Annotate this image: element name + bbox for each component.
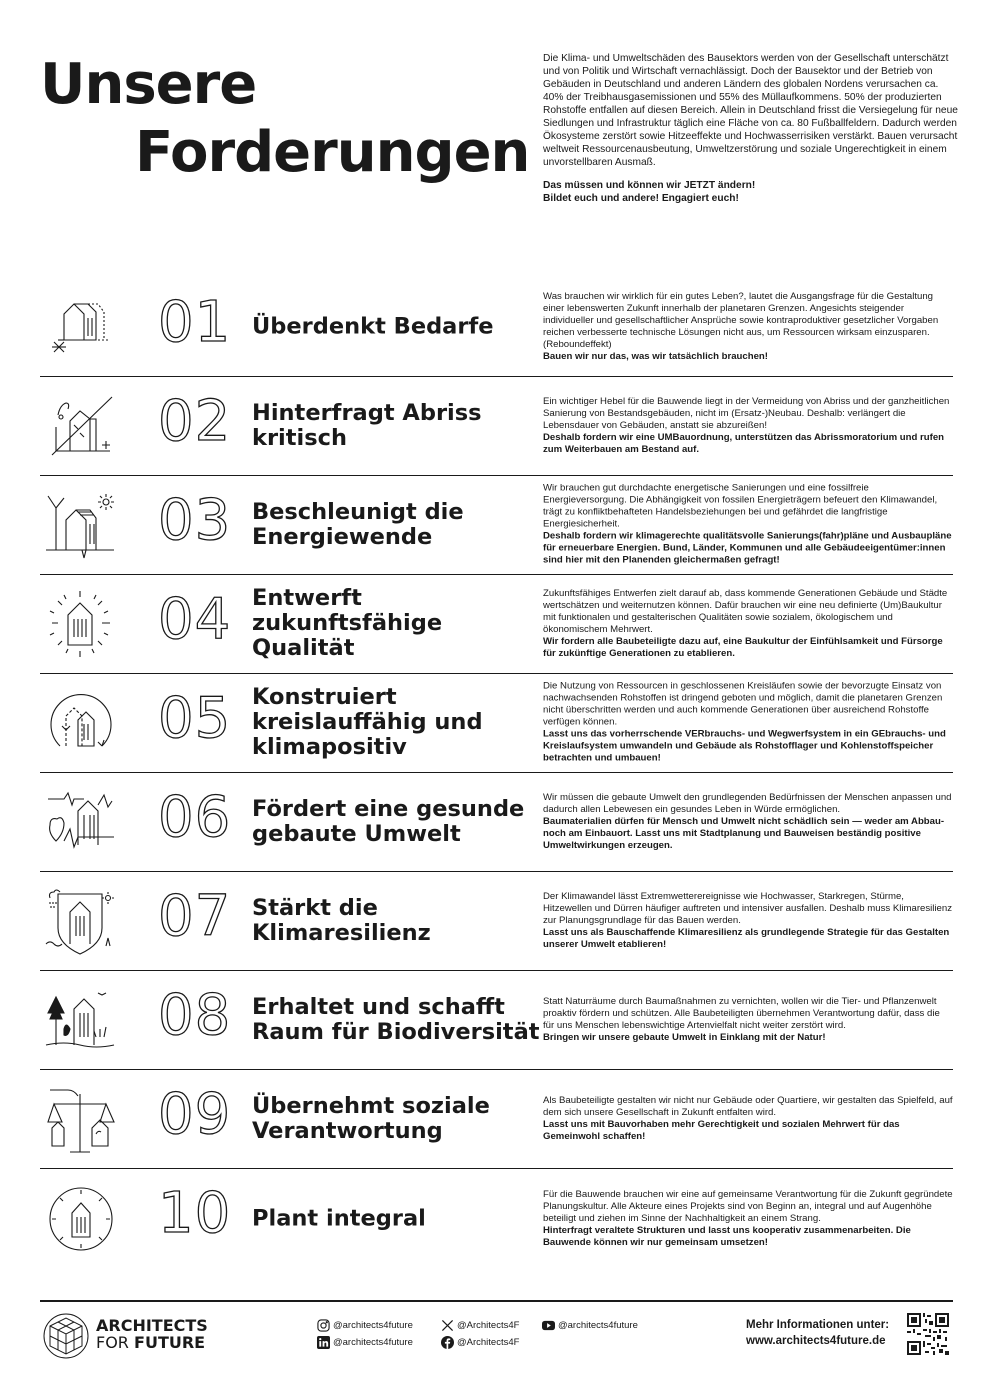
demand-number: 10 [158, 1181, 232, 1246]
wind-solar-house-icon [44, 488, 118, 562]
logo-future: FUTURE [134, 1332, 206, 1352]
demand-number: 04 [158, 587, 232, 652]
demand-number: 07 [158, 884, 232, 949]
demand-heading: Erhaltet und schafft Raum für Biodiversität [252, 993, 540, 1045]
linkedin-link[interactable] [317, 1336, 413, 1349]
demand-heading: Übernehmt soziale Verantwortung [252, 1092, 490, 1144]
logo-line2 [96, 1332, 208, 1352]
footer-divider [40, 1300, 953, 1302]
demand-text-bold: Lasst uns mit Bauvorhaben mehr Gerechtigkeit und sozialen Mehrwert für das Gemeinwohl schaffen! [543, 1119, 900, 1143]
page-title-line2: Forderungen [135, 120, 530, 185]
demand-text [543, 483, 953, 568]
more-info [746, 1318, 889, 1349]
demand-number: 03 [158, 488, 232, 553]
shield-house-icon [44, 884, 118, 958]
page-title-line1: Unsere [40, 52, 257, 117]
demand-text-body: Wir brauchen gut durchdachte energetische Sanierungen und eine fossilfreie Energieversorgung. Die Abhängigkeit von fossilen Energieträgern befeuert den Klimawandel, trägt zu konfliktbehafteten Handelsbeziehungen bei und gefährdet die langfristige Energiesicherheit. [543, 482, 938, 530]
demand-heading: Stärkt die Klimaresilienz [252, 894, 431, 946]
demand-text-body: Wir müssen die gebaute Umwelt den grundlegenden Bedürfnissen der Menschen anpassen und dadurch allen Lebewesen ein gesundes Leben in Würde ermöglichen. [543, 791, 952, 815]
demand-text [543, 588, 953, 660]
demand-row [40, 377, 953, 476]
intro-call-1: Das müssen und können wir JETZT ändern! [543, 180, 756, 192]
demand-text [543, 396, 953, 456]
demand-text-body: Was brauchen wir wirklich für ein gutes Leben?, lautet die Ausgangsfrage für die Gestaltung einer lebenswerten Zukunft innerhalb der planetaren Grenzen. Angesichts steigender individueller und gesellschaftlicher Ansprüche sowie kontraproduktiver gesetzlicher Vorgaben reichen verbesserte technische Lösungen nicht aus, um Ressourcen wirksam einzusparen. (Reboundeffekt) [543, 290, 939, 351]
demand-text-bold: Deshalb fordern wir eine UMBauordnung, unterstützen das Abrissmoratorium und rufen zum Weiterbauen am Bestand auf. [543, 432, 945, 456]
instagram-handle: @architects4future [333, 1320, 413, 1331]
demand-number: 08 [158, 983, 232, 1048]
logo-for: FOR [96, 1332, 129, 1352]
demand-text-body: Statt Naturräume durch Baumaßnahmen zu vernichten, wollen wir die Tier- und Pflanzenwelt proaktiv fördern und schützen. Alle Baubeteiligten übernehmen Verantwortung dafür, dass die für uns Menschen lebenswichtige Artenvielfalt nicht weiter zerstört wird. [543, 995, 940, 1031]
demand-row [40, 971, 953, 1070]
linkedin-icon [317, 1336, 330, 1349]
facebook-icon [441, 1336, 454, 1349]
demand-row [40, 1169, 953, 1268]
demand-text-bold: Hinterfragt veraltete Strukturen und lasst uns kooperativ zusammenarbeiten. Die Bauwende können wir nur gemeinsam umsetzen! [543, 1224, 911, 1248]
facebook-link[interactable] [441, 1336, 519, 1349]
demand-number: 09 [158, 1082, 232, 1147]
demand-heading: Beschleunigt die Energiewende [252, 498, 464, 550]
demand-text [543, 681, 953, 766]
demand-text-bold: Baumaterialien dürfen für Mensch und Umwelt nicht schädlich sein — weder am Abbau- noch am Einbauort. Lasst uns mit Stadtplanung und Bauweisen beständig positive Umweltwirkungen erzeugen. [543, 815, 945, 852]
demand-row [40, 872, 953, 971]
demand-heading: Konstruiert kreislauffähig und klimapositiv [252, 684, 483, 761]
facebook-handle: @Architects4F [457, 1337, 520, 1348]
website-link[interactable]: www.architects4future.de [746, 1334, 886, 1347]
demand-number: 02 [158, 389, 232, 454]
more-info-label: Mehr Informationen unter: [746, 1319, 890, 1331]
house-reduction-icon [44, 290, 118, 364]
demand-text-bold: Wir fordern alle Baubeteiligte dazu auf, eine Baukultur der Einfühlsamkeit und Fürsorge für zukünftige Generationen zu etablieren. [543, 636, 943, 660]
demand-heading: Entwerft zukunftsfähige Qualität [252, 585, 443, 662]
demand-text-body: Zukunftsfähiges Entwerfen zielt darauf ab, dass kommende Generationen Gebäude und Städte wertschätzen und weiternutzen können. Dafür brauchen wir eine neu definierte (Um)Baukultur mit funktionalen und gestalterischen Qualitäten sowie sozialem, ökologischem und ökonomischem Mehrwert. [543, 587, 948, 635]
logo-line1: ARCHITECTS [96, 1316, 208, 1335]
linkedin-handle: @architects4future [333, 1337, 413, 1348]
architects-for-future-logo-icon [42, 1312, 90, 1360]
demand-text-body: Der Klimawandel lässt Extremwetterereignisse wie Hochwasser, Starkregen, Stürme, Hitzewellen und Dürren häufiger auftreten und intensiver ausfallen. Deshalb muss Klimaresilienz zur Planungsgrundlage für das Bauen werden. [543, 890, 953, 926]
demand-number: 05 [158, 686, 232, 751]
x-handle: @Architects4F [457, 1320, 520, 1331]
demand-text-body: Die Nutzung von Ressourcen in geschlossenen Kreisläufen sowie der bevorzugte Einsatz von nachwachsenden Rohstoffen ist dringend geboten und möglich, damit die planetaren Grenzen nicht überschritten werden und auch kommende Generationen über ausreichend Rohstoffe verfügen können. [543, 680, 943, 728]
demand-text [543, 1095, 953, 1143]
demand-text [543, 891, 953, 951]
demand-heading: Überdenkt Bedarfe [252, 313, 494, 340]
demand-text-body: Als Baubeteiligte gestalten wir nicht nur Gebäude oder Quartiere, wir gestalten das Spielfeld, auf dem sich unsere Gesellschaft in Zukunft entfalten wird. [543, 1094, 953, 1118]
heart-house-icon [44, 785, 118, 859]
demand-text [543, 792, 953, 852]
demand-row [40, 1070, 953, 1169]
x-icon [441, 1319, 454, 1332]
demolition-question-icon [44, 389, 118, 463]
intro-call-2: Bildet euch und andere! Engagiert euch! [543, 193, 739, 205]
youtube-icon [542, 1319, 555, 1332]
youtube-handle: @architects4future [558, 1320, 638, 1331]
demand-row [40, 575, 953, 674]
clock-house-icon [44, 1181, 118, 1255]
demand-text [543, 291, 953, 363]
qr-code-icon[interactable] [907, 1313, 949, 1355]
intro-body: Die Klima- und Umweltschäden des Bausektors werden von der Gesellschaft unterschätzt und von Politik und Wirtschaft vernachlässigt. Doch der Bausektor und der Betrieb von Gebäuden in Deutschland und anderen Ländern des globalen Nordens verursachen ca. 40% der Treibhausgasemissionen und 55% des Müllaufkommens. 50% der produzierten Rohstoffe entfallen auf diesen Bereich. Allein in Deutschland frisst die Versiegelung für neue Siedlungen und Infrastruktur täglich eine Fläche von ca. 80 Fußballfeldern. Dadurch werden Ökosysteme zerstört sowie Hitzeeffekte und Hochwasserrisiken verstärkt. Bauen verursacht weltweit Ressourcenausbeutung, Umweltzerstörung und soziale Ungerechtigkeit in einem unvorstellbaren Ausmaß. [543, 53, 958, 169]
youtube-link[interactable] [542, 1319, 638, 1332]
biodiversity-house-icon [44, 983, 118, 1057]
demand-heading: Fördert eine gesunde gebaute Umwelt [252, 795, 525, 847]
demand-heading: Plant integral [252, 1204, 426, 1231]
demand-number: 06 [158, 785, 232, 850]
demand-text-body: Ein wichtiger Hebel für die Bauwende liegt in der Vermeidung von Abriss und der ganzheitlichen Sanierung von Bestandsgebäuden, nicht im (Ersatz-)Neubau. Deshalb: verlängert die Lebensdauer von Gebäuden, anstatt sie abzureißen! [543, 395, 950, 431]
demand-row [40, 476, 953, 575]
logo-wordmark [96, 1318, 208, 1352]
demand-text-bold: Deshalb fordern wir klimagerechte qualitätsvolle Sanierungs(fahr)pläne und Ausbaupläne für erneuerbare Energien. Bund, Länder, Kommunen und alle Gebäudeeigentümer:innen sind hier mit den Planenden gleichermaßen gefragt! [543, 531, 952, 567]
intro-block [543, 52, 958, 206]
demand-text-bold: Bringen wir unsere gebaute Umwelt in Einklang mit der Natur! [543, 1032, 826, 1044]
demand-text [543, 996, 953, 1044]
instagram-link[interactable] [317, 1319, 413, 1332]
demand-text-body: Für die Bauwende brauchen wir eine auf gemeinsame Verantwortung für die Zukunft gegründete Planungskultur. Alle Akteure eines Projekts sind von Beginn an, integral und auf Augenhöhe beteiligt und ziehen im Sinne der Nachhaltigkeit an einem Strang. [543, 1188, 953, 1224]
circular-house-icon [44, 686, 118, 760]
demand-row [40, 278, 953, 377]
radiant-house-icon [44, 587, 118, 661]
instagram-icon [317, 1319, 330, 1332]
demand-number: 01 [158, 290, 232, 355]
demand-text-bold: Bauen wir nur das, was wir tatsächlich brauchen! [543, 351, 768, 363]
demand-heading: Hinterfragt Abriss kritisch [252, 399, 482, 451]
demands-list [40, 278, 953, 1268]
x-link[interactable] [441, 1319, 519, 1332]
demand-row [40, 674, 953, 773]
scales-house-icon [44, 1082, 118, 1156]
demand-row [40, 773, 953, 872]
demand-text [543, 1188, 953, 1248]
demand-text-bold: Lasst uns als Bauschaffende Klimaresilienz als grundlegende Strategie für das Gestalten unserer Umwelt etablieren! [543, 927, 950, 951]
demand-text-bold: Lasst uns das vorherrschende VERbrauchs- und Wegwerfsystem in ein GEbrauchs- und Kreislaufsystem umwandeln und Gebäude als Rohstofflager und Kohlenstoffspeicher betrachten und umbauen! [543, 729, 946, 765]
